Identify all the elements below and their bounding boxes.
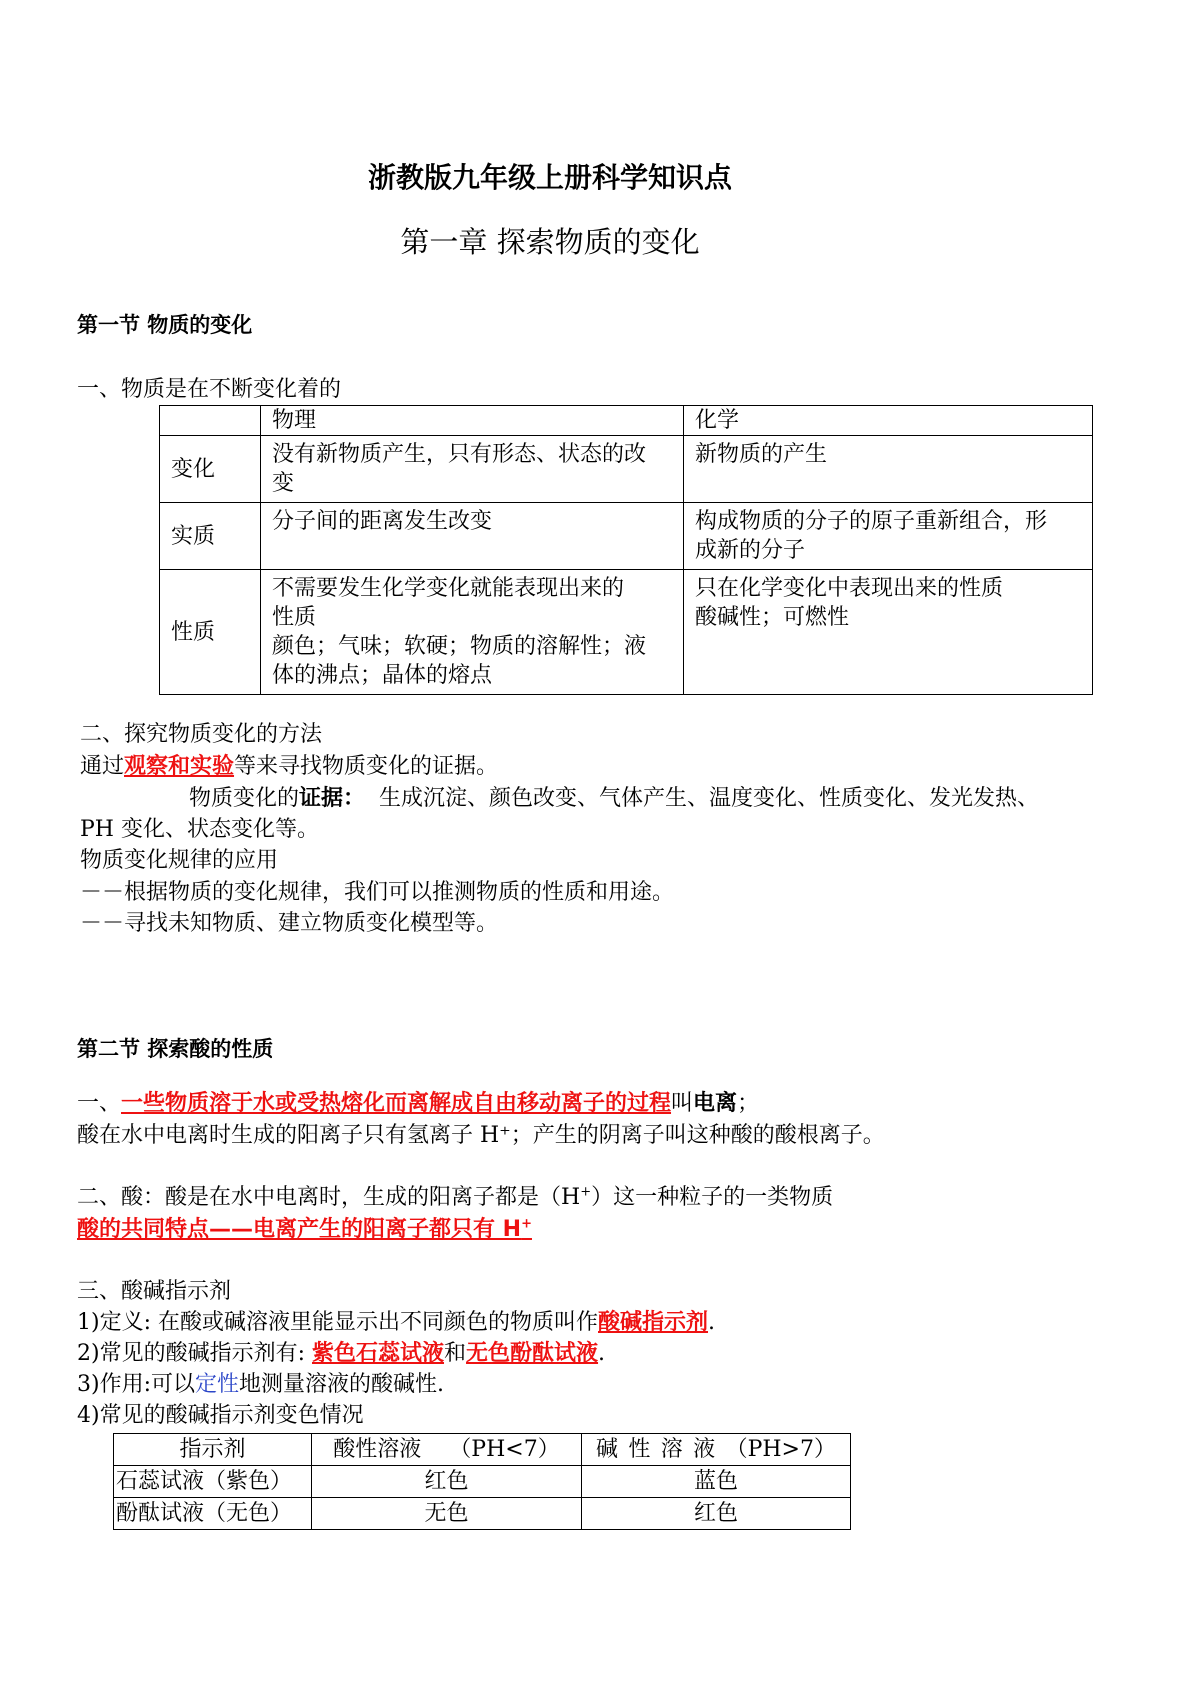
section1-heading: 第一节 物质的变化 xyxy=(77,313,253,337)
indicator-title: 三、酸碱指示剂 xyxy=(77,1279,232,1304)
method-line xyxy=(80,752,498,782)
evidence-line xyxy=(189,784,1039,814)
cell-line: 分子间的距离发生改变 xyxy=(272,509,493,534)
evidence-line-2: PH 变化、状态变化等。 xyxy=(80,817,319,842)
cell-line: 性质 xyxy=(272,605,317,630)
table-row xyxy=(114,1466,851,1498)
ind1-highlight: 酸碱指示剂 xyxy=(598,1310,709,1335)
method-highlight: 观察和实验 xyxy=(124,754,235,779)
cell-line: 只在化学变化中表现出来的性质 xyxy=(695,576,1004,601)
ind2-highlight-phenolphthalein: 无色酚酞试液 xyxy=(466,1341,599,1366)
section1-part1-title: 一、物质是在不断变化着的 xyxy=(77,377,342,402)
application-title: 物质变化规律的应用 xyxy=(80,848,279,873)
evidence-bold: 证据： xyxy=(299,786,366,811)
chapter-title: 第一章 探索物质的变化 xyxy=(400,225,700,259)
ind1-prefix: 1)定义: 在酸或碱溶液里能显示出不同颜色的物质叫作 xyxy=(77,1310,598,1335)
row-chemical xyxy=(684,570,1093,695)
header-indicator: 指示剂 xyxy=(114,1434,312,1466)
cell-line: 酸碱性；可燃性 xyxy=(695,605,850,630)
page-title: 浙教版九年级上册科学知识点 xyxy=(367,161,732,194)
cell-line: 没有新物质产生，只有形态、状态的改 xyxy=(272,442,647,467)
ind3-blue: 定性 xyxy=(195,1372,240,1397)
header-char: 碱 xyxy=(596,1437,619,1462)
acid-color: 红色 xyxy=(312,1466,582,1498)
row-chemical xyxy=(684,436,1093,503)
method-suffix: 等来寻找物质变化的证据。 xyxy=(234,754,499,779)
table-row xyxy=(160,436,1093,503)
indicator-item-1 xyxy=(77,1308,715,1338)
table-header-row xyxy=(160,406,1093,436)
row-label: 变化 xyxy=(160,436,261,503)
cell-line: 构成物质的分子的原子重新组合，形 xyxy=(695,509,1048,534)
cell-line: 不需要发生化学变化就能表现出来的 xyxy=(272,576,625,601)
ind3-prefix: 3)作用:可以 xyxy=(77,1372,195,1397)
section2-heading: 第二节 探索酸的性质 xyxy=(77,1037,274,1061)
evidence-text: 生成沉淀、颜色改变、气体产生、温度变化、性质变化、发光发热、 xyxy=(379,786,1040,811)
ionization-end: ； xyxy=(737,1091,760,1116)
acid-ion-line: 酸在水中电离时生成的阳离子只有氢离子 H⁺；产生的阴离子叫这种酸的酸根离子。 xyxy=(77,1123,885,1148)
ionization-highlight: 一些物质溶于水或受热熔化而离解成自由移动离子的过程 xyxy=(121,1091,672,1116)
indicator-item-4: 4)常见的酸碱指示剂变色情况 xyxy=(77,1403,364,1428)
acid-definition xyxy=(77,1183,833,1213)
cell-line: 颜色；气味；软硬；物质的溶解性；液 xyxy=(272,634,647,659)
acid-color: 无色 xyxy=(312,1498,582,1530)
row-physical xyxy=(261,436,684,503)
cell-line: 成新的分子 xyxy=(695,538,806,563)
table-header-row xyxy=(114,1434,851,1466)
row-physical xyxy=(261,503,684,570)
indicator-item-3 xyxy=(77,1370,444,1400)
header-char: 液 xyxy=(693,1437,716,1462)
ind1-end: . xyxy=(708,1310,716,1335)
ionization-prefix: 一、 xyxy=(77,1091,122,1116)
physical-chemical-table xyxy=(159,405,1093,695)
method-prefix: 通过 xyxy=(80,754,125,779)
header-basic xyxy=(582,1434,851,1466)
indicator-name: 石蕊试液（紫色） xyxy=(114,1466,312,1498)
base-color: 蓝色 xyxy=(582,1466,851,1498)
application-item: －－寻找未知物质、建立物质变化模型等。 xyxy=(80,911,499,936)
header-ph: （PH>7） xyxy=(725,1437,836,1462)
ionization-mid: 叫 xyxy=(671,1091,694,1116)
indicator-name: 酚酞试液（无色） xyxy=(114,1498,312,1530)
header-char: 溶 xyxy=(660,1437,683,1462)
table-row xyxy=(114,1498,851,1530)
table-row xyxy=(160,570,1093,695)
ind2-prefix: 2)常见的酸碱指示剂有: xyxy=(77,1341,312,1366)
indicator-table xyxy=(113,1433,851,1530)
ind2-end: . xyxy=(598,1341,606,1366)
cell-line: 新物质的产生 xyxy=(695,442,828,467)
evidence-prefix: 物质变化的 xyxy=(189,786,300,811)
ionization-line xyxy=(77,1089,759,1119)
superscript-plus: + xyxy=(580,1184,592,1200)
table-header-empty xyxy=(160,406,261,436)
acid-def-text: ）这一种粒子的一类物质 xyxy=(591,1185,834,1210)
acid-common-feature xyxy=(77,1215,532,1245)
acid-def-text: 二、酸：酸是在水中电离时，生成的阳离子都是（H xyxy=(77,1185,581,1210)
row-label: 实质 xyxy=(160,503,261,570)
row-label: 性质 xyxy=(160,570,261,695)
ind2-mid: 和 xyxy=(444,1341,467,1366)
ionization-bold: 电离 xyxy=(693,1091,738,1116)
cell-line: 体的沸点；晶体的熔点 xyxy=(272,663,493,688)
indicator-item-2 xyxy=(77,1339,605,1369)
acid-common-text: 酸的共同特点——电离产生的阳离子都只有 H xyxy=(77,1217,522,1242)
row-physical xyxy=(261,570,684,695)
cell-line: 变 xyxy=(272,471,295,496)
application-item: －－根据物质的变化规律，我们可以推测物质的性质和用途。 xyxy=(80,880,675,905)
row-chemical xyxy=(684,503,1093,570)
table-header-physical: 物理 xyxy=(261,406,684,436)
superscript-plus: + xyxy=(521,1216,532,1232)
table-row xyxy=(160,503,1093,570)
ind2-highlight-litmus: 紫色石蕊试液 xyxy=(312,1341,445,1366)
table-header-chemical: 化学 xyxy=(684,406,1093,436)
header-char: 性 xyxy=(628,1437,651,1462)
header-acidic: 酸性溶液 （PH<7） xyxy=(312,1434,582,1466)
section1-part2-title: 二、探究物质变化的方法 xyxy=(80,722,323,747)
header-basic-parts xyxy=(596,1434,836,1465)
base-color: 红色 xyxy=(582,1498,851,1530)
ind3-suffix: 地测量溶液的酸碱性. xyxy=(239,1372,445,1397)
